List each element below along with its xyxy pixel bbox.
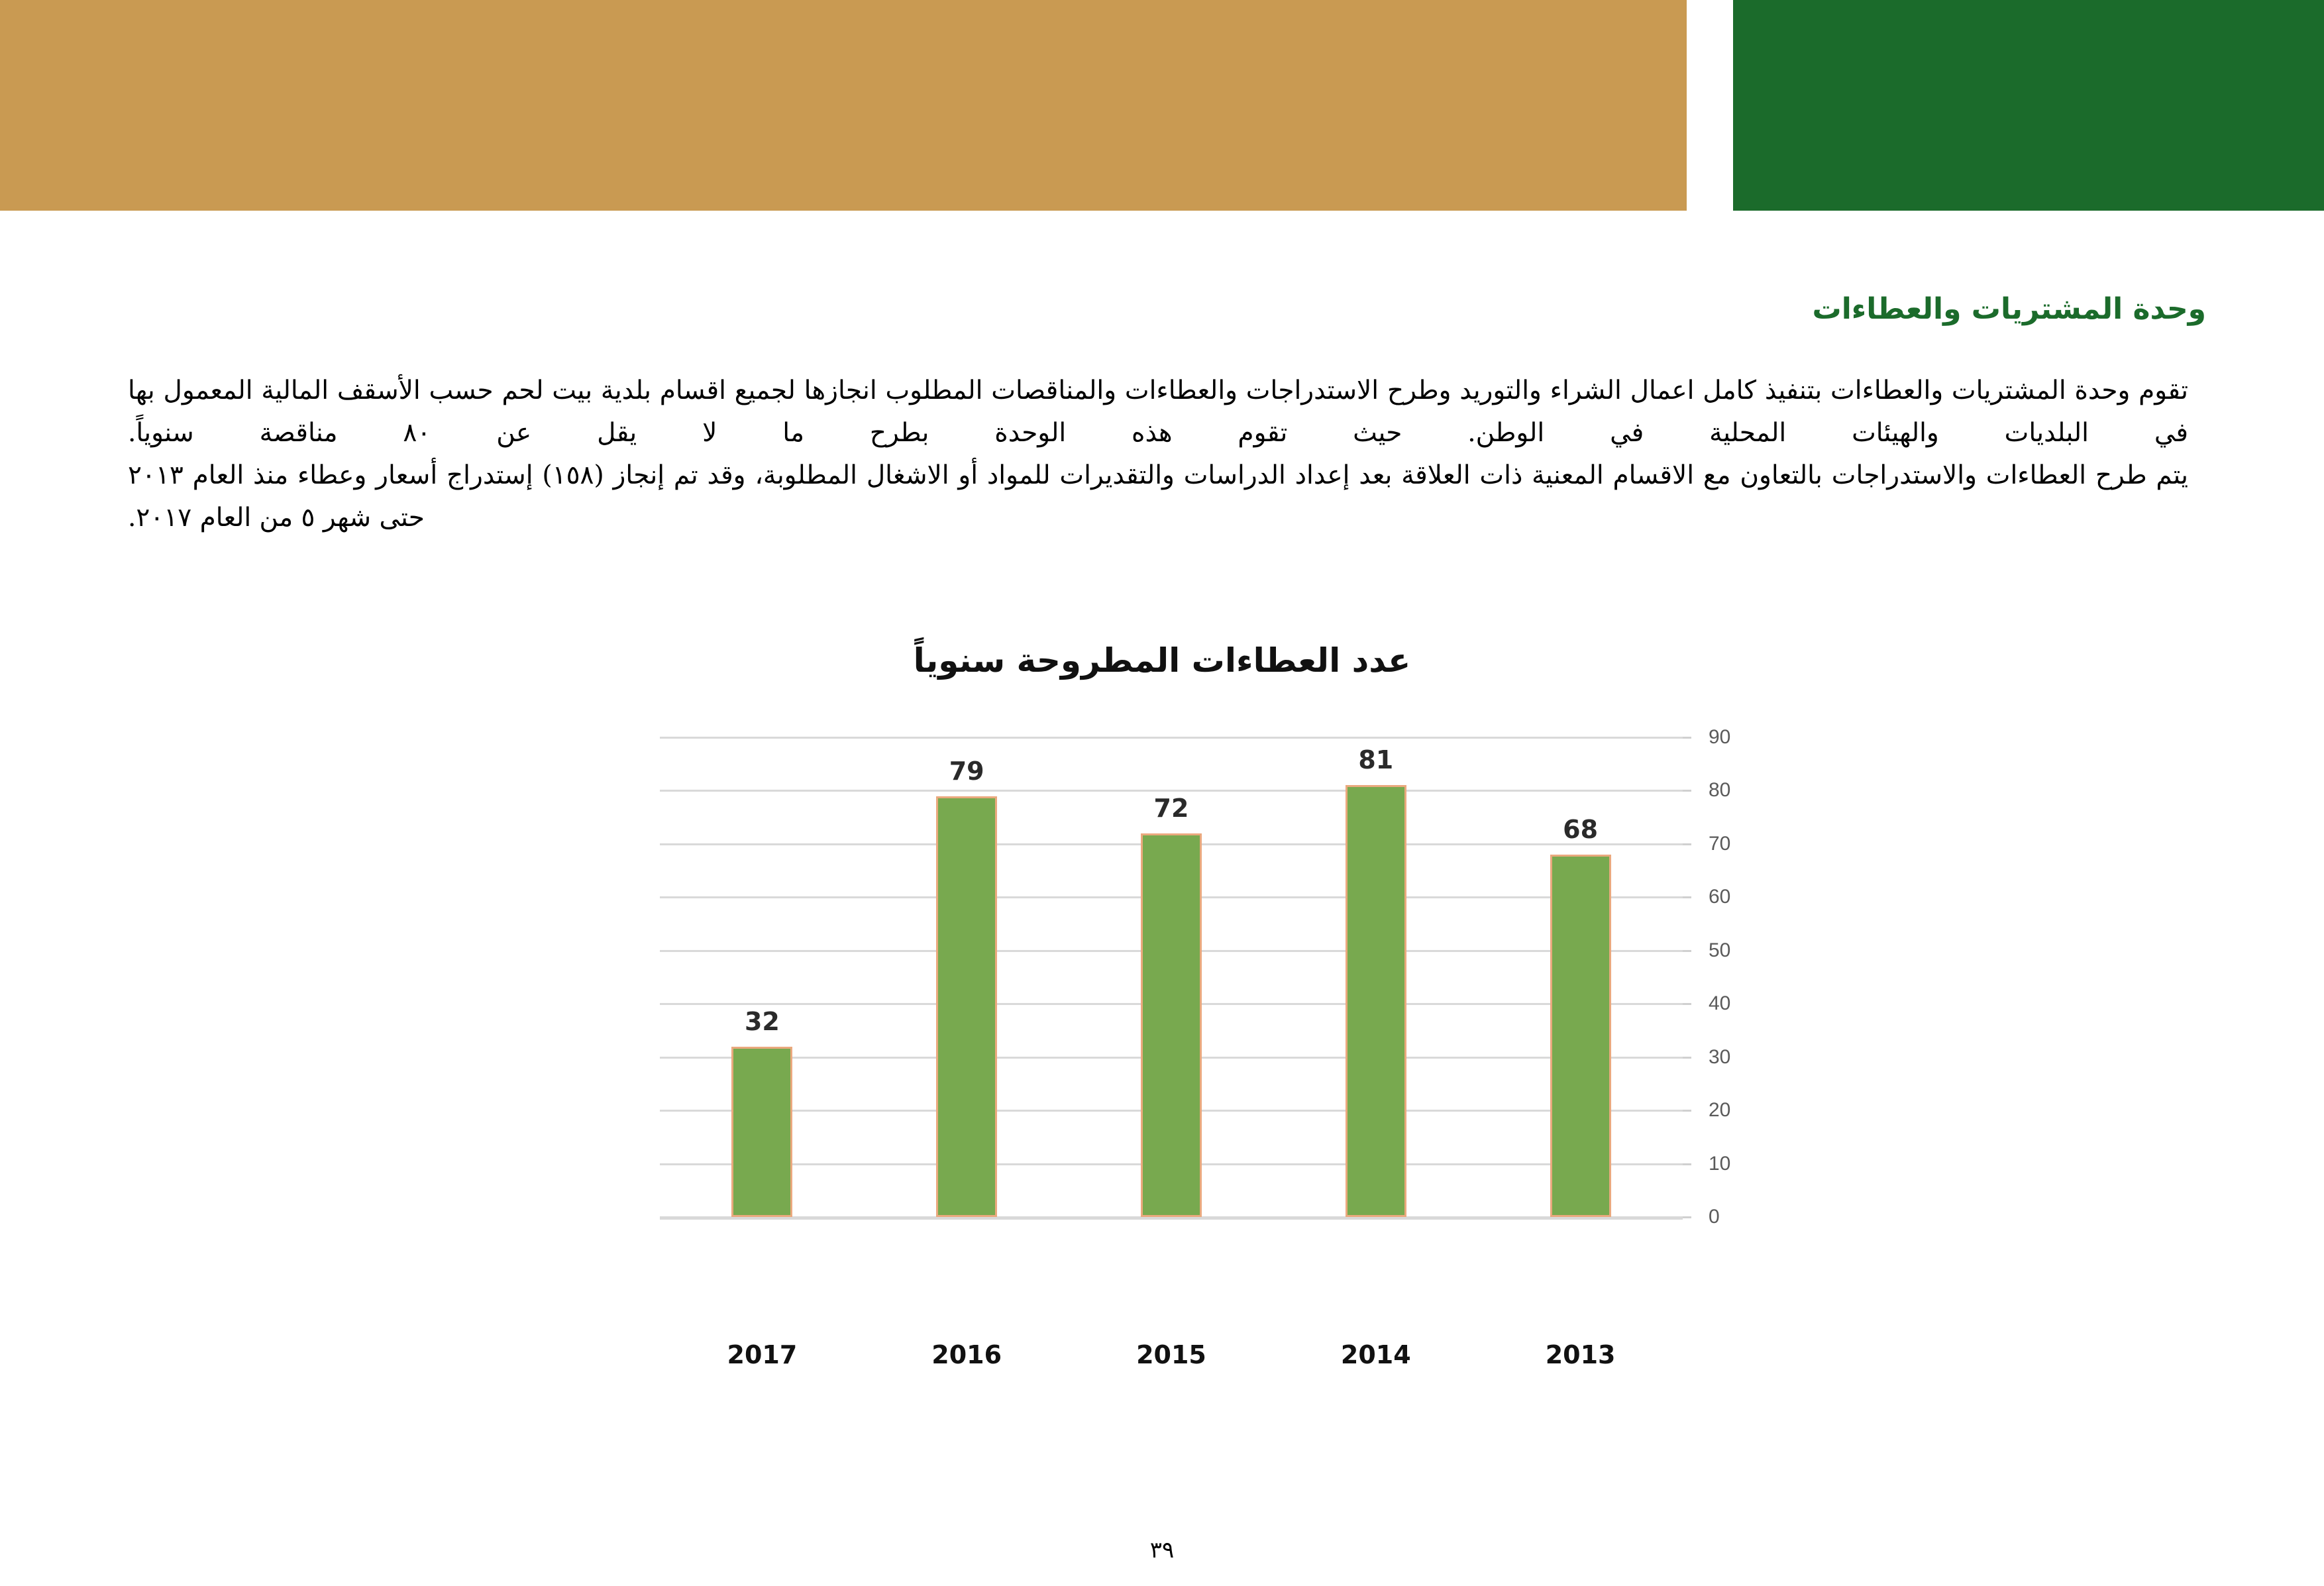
chart-y-tick: [1683, 737, 1691, 739]
chart-bar-value-label: 32: [744, 1006, 780, 1036]
chart-y-tick: [1683, 843, 1691, 845]
chart-bar-value-label: 72: [1153, 793, 1189, 823]
page-number: ٣٩: [1149, 1537, 1175, 1563]
chart-bar: [731, 1047, 792, 1217]
chart-bar-group: [1346, 737, 1406, 1217]
chart-x-axis-label: 2017: [727, 1340, 798, 1369]
chart-y-axis-label: 0: [1709, 1206, 1720, 1228]
chart-bar-value-label: 81: [1358, 745, 1394, 775]
chart-y-tick: [1683, 1057, 1691, 1059]
chart-y-axis-label: 90: [1709, 726, 1731, 748]
page-body: [0, 211, 2324, 1586]
header-band-row: [0, 0, 2324, 211]
chart-y-tick: [1683, 1216, 1691, 1218]
chart-y-axis-label: 60: [1709, 886, 1731, 908]
chart-bar: [1141, 833, 1202, 1217]
body-text-block: [128, 370, 2188, 539]
body-paragraph-1: تقوم وحدة المشتريات والعطاءات بتنفيذ كامل اعمال الشراء والتوريد وطرح الاستدراجات والعطاءات والمناقصات المطلوب انجازها لجميع اقسام بلدية بيت لحم حسب الأسقف المالية المعمول بها في البلديات والهيئات المحلية في الوطن. حيث تقوم هذه الوحدة بطرح ما لا يقل عن ٨٠ مناقصة سنوياً.: [128, 376, 2188, 448]
header-green-band: [1733, 0, 2324, 211]
chart-y-tick: [1683, 1163, 1691, 1165]
chart-bar-group: [1550, 737, 1611, 1217]
tenders-bar-chart: [0, 641, 2324, 1569]
chart-y-axis-label: 80: [1709, 779, 1731, 802]
chart-y-tick: [1683, 1110, 1691, 1112]
chart-y-axis-label: 20: [1709, 1099, 1731, 1122]
body-paragraph-2: يتم طرح العطاءات والاستدراجات بالتعاون مع الاقسام المعنية ذات العلاقة بعد إعداد الدراسات والتقديرات للمواد أو الاشغال المطلوبة، وقد تم إنجاز (١٥٨) إستدراج أسعار وعطاء منذ العام ٢٠١٣ حتى شهر ٥ من العام ٢٠١٧.: [128, 460, 2189, 533]
chart-x-axis-label: 2016: [931, 1340, 1002, 1369]
chart-y-axis-label: 30: [1709, 1045, 1731, 1068]
chart-bar-group: [936, 737, 997, 1217]
chart-bar: [1346, 785, 1406, 1217]
chart-y-tick: [1683, 790, 1691, 792]
chart-title: عدد العطاءات المطروحة سنوياً: [913, 641, 1411, 680]
chart-bar-value-label: 79: [949, 756, 984, 786]
header-gold-band: [0, 0, 1687, 211]
chart-bar: [936, 796, 997, 1218]
chart-y-tick: [1683, 1003, 1691, 1005]
chart-bar: [1550, 855, 1611, 1217]
chart-bar-value-label: 68: [1563, 814, 1599, 844]
section-heading: وحدة المشتريات والعطاءات: [1812, 292, 2206, 326]
chart-x-axis-label: 2015: [1136, 1340, 1206, 1369]
chart-bar-group: [731, 737, 792, 1217]
chart-y-axis-label: 40: [1709, 992, 1731, 1015]
chart-bar-group: [1141, 737, 1202, 1217]
chart-x-axis-label: 2013: [1545, 1340, 1616, 1369]
chart-bars-layer: [660, 737, 1683, 1217]
chart-y-axis-label: 10: [1709, 1152, 1731, 1175]
chart-y-axis-label: 70: [1709, 832, 1731, 855]
chart-y-axis-label: 50: [1709, 939, 1731, 961]
chart-x-axis-label: 2014: [1340, 1340, 1411, 1369]
chart-y-tick: [1683, 950, 1691, 952]
chart-y-tick: [1683, 896, 1691, 898]
